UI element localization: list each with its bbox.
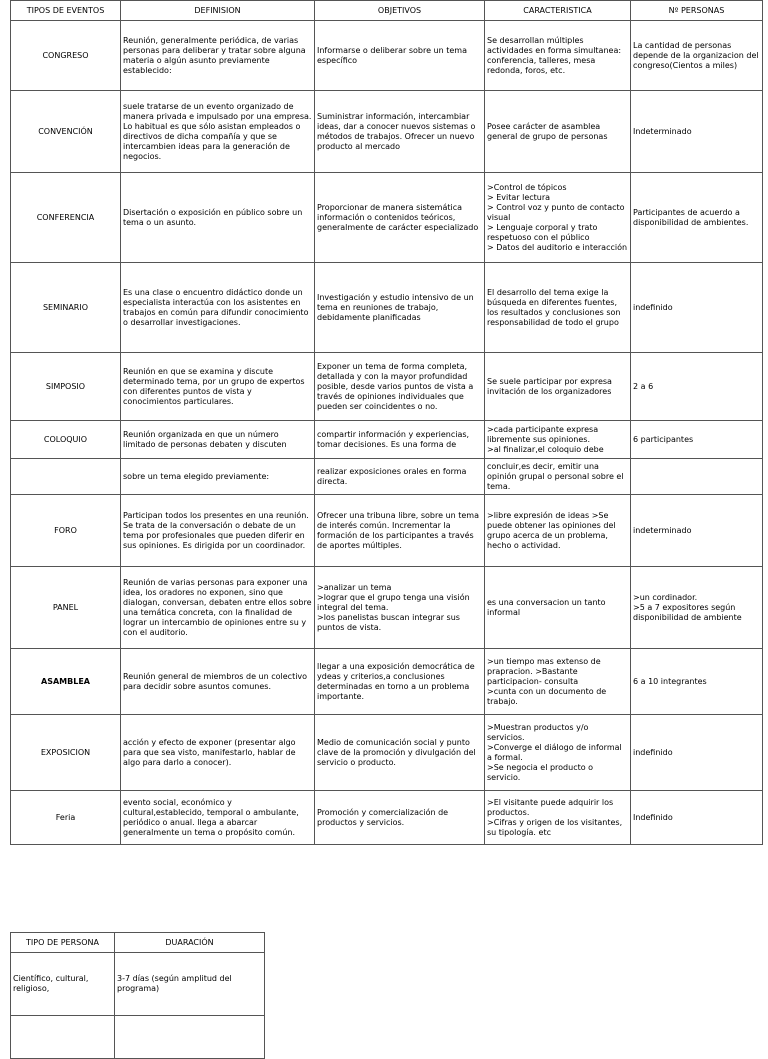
- cell-caracteristica: Posee carácter de asamblea general de grupo de personas: [485, 91, 631, 173]
- header-duracion: DUARACIÓN: [115, 933, 265, 953]
- cell-caracteristica: Se desarrollan múltiples actividades en forma simultanea: conferencia, talleres, mesa redonda, foros, etc.: [485, 21, 631, 91]
- cell-tipo: CONVENCIÓN: [11, 91, 121, 173]
- cell-caracteristica: >Muestran productos y/o servicios. >Converge el diálogo de informal a formal. >Se negocia el producto o servicio.: [485, 715, 631, 791]
- cell-definicion: Participan todos los presentes en una reunión. Se trata de la conversación o debate de un tema por profesionales que pueden diferir en sus opiniones. Es dirigida por un coordinador.: [121, 495, 315, 567]
- table-row: [11, 495, 763, 567]
- cell-tipo: SIMPOSIO: [11, 353, 121, 421]
- cell-caracteristica: >Control de tópicos > Evitar lectura > Control voz y punto de contacto visual > Lenguaje corporal y trato respetuoso con el público > Datos del auditorio e interacción: [485, 173, 631, 263]
- cell-definicion: Reunión de varias personas para exponer una idea, los oradores no exponen, sino que dialogan, conversan, debaten entre ellos sobre una temática concreta, con la finalidad de lograr un intercambio de opiniones entre su y con el auditorio.: [121, 567, 315, 649]
- table-row: [11, 1016, 265, 1059]
- cell-personas: indefinido: [631, 263, 763, 353]
- cell-personas: 6 a 10 integrantes: [631, 649, 763, 715]
- cell-tipo: SEMINARIO: [11, 263, 121, 353]
- cell-objetivos: Suministrar información, intercambiar ideas, dar a conocer nuevos sistemas o métodos de trabajos. Ofrecer un nuevo producto al mercado: [315, 91, 485, 173]
- cell-tipo: CONGRESO: [11, 21, 121, 91]
- header-objetivos: OBJETIVOS: [315, 1, 485, 21]
- cell-objetivos: Proporcionar de manera sistemática información o contenidos teóricos, generalmente de carácter especializado: [315, 173, 485, 263]
- cell-personas: 2 a 6: [631, 353, 763, 421]
- cell-objetivos: Promoción y comercialización de productos y servicios.: [315, 791, 485, 845]
- cell-personas: Participantes de acuerdo a disponibilidad de ambientes.: [631, 173, 763, 263]
- header-tipo-persona: TIPO DE PERSONA: [11, 933, 115, 953]
- cell-tipo: [11, 459, 121, 495]
- table-row: [11, 715, 763, 791]
- cell-caracteristica: concluir,es decir, emitir una opinión grupal o personal sobre el tema.: [485, 459, 631, 495]
- cell-definicion: Disertación o exposición en público sobre un tema o un asunto.: [121, 173, 315, 263]
- cell-tipo-persona: [11, 1016, 115, 1059]
- cell-personas: >un cordinador. >5 a 7 expositores según disponibilidad de ambiente: [631, 567, 763, 649]
- cell-tipo: PANEL: [11, 567, 121, 649]
- cell-definicion: Reunión, generalmente periódica, de varias personas para deliberar y tratar sobre alguna materia o algún asunto previamente establecido:: [121, 21, 315, 91]
- cell-caracteristica: Se suele participar por expresa invitación de los organizadores: [485, 353, 631, 421]
- table-row: [11, 353, 763, 421]
- cell-personas: Indeterminado: [631, 91, 763, 173]
- duration-table: [10, 932, 265, 1059]
- cell-personas: [631, 459, 763, 495]
- events-table: [10, 0, 763, 845]
- cell-definicion: suele tratarse de un evento organizado de manera privada e impulsado por una empresa. Lo habitual es que sólo asistan empleados o directivos de dicha compañía y que se intercambien ideas para la generación de negocios.: [121, 91, 315, 173]
- cell-duracion: 3-7 días (según amplitud del programa): [115, 953, 265, 1016]
- cell-caracteristica: es una conversacion un tanto informal: [485, 567, 631, 649]
- cell-personas: 6 participantes: [631, 421, 763, 459]
- table-row: [11, 21, 763, 91]
- cell-objetivos: Investigación y estudio intensivo de un tema en reuniones de trabajo, debidamente planificadas: [315, 263, 485, 353]
- cell-objetivos: realizar exposiciones orales en forma directa.: [315, 459, 485, 495]
- cell-definicion: acción y efecto de exponer (presentar algo para que sea visto, manifestarlo, hablar de algo para darlo a conocer).: [121, 715, 315, 791]
- cell-definicion: Es una clase o encuentro didáctico donde un especialista interactúa con los asistentes en trabajos en común para difundir conocimiento o desarrollar investigaciones.: [121, 263, 315, 353]
- cell-definicion: Reunión organizada en que un número limitado de personas debaten y discuten: [121, 421, 315, 459]
- header-definicion: DEFINISION: [121, 1, 315, 21]
- table-row: [11, 459, 763, 495]
- cell-tipo: FORO: [11, 495, 121, 567]
- cell-caracteristica: >cada participante expresa libremente sus opiniones. >al finalizar,el coloquio debe: [485, 421, 631, 459]
- cell-caracteristica: El desarrollo del tema exige la búsqueda en diferentes fuentes, los resultados y conclusiones son responsabilidad de todo el grupo: [485, 263, 631, 353]
- cell-caracteristica: >El visitante puede adquirir los productos. >Cifras y origen de los visitantes, su tipología. etc: [485, 791, 631, 845]
- table-row: [11, 791, 763, 845]
- cell-tipo: CONFERENCIA: [11, 173, 121, 263]
- cell-caracteristica: >libre expresión de ideas >Se puede obtener las opiniones del grupo acerca de un problema, hecho o actividad.: [485, 495, 631, 567]
- cell-personas: La cantidad de personas depende de la organizacion del congreso(Cientos a miles): [631, 21, 763, 91]
- header-caracteristica: CARACTERISTICA: [485, 1, 631, 21]
- cell-objetivos: compartir información y experiencias, tomar decisiones. Es una forma de: [315, 421, 485, 459]
- cell-objetivos: llegar a una exposición democrática de ydeas y criterios,a conclusiones determinadas en torno a un problema importante.: [315, 649, 485, 715]
- cell-definicion: sobre un tema elegido previamente:: [121, 459, 315, 495]
- cell-definicion: Reunión general de miembros de un colectivo para decidir sobre asuntos comunes.: [121, 649, 315, 715]
- cell-duracion: [115, 1016, 265, 1059]
- cell-objetivos: >analizar un tema >lograr que el grupo tenga una visión integral del tema. >los panelistas buscan integrar sus puntos de vista.: [315, 567, 485, 649]
- header-personas: Nº PERSONAS: [631, 1, 763, 21]
- cell-definicion: Reunión en que se examina y discute determinado tema, por un grupo de expertos con diferentes puntos de vista y conocimientos particulares.: [121, 353, 315, 421]
- table-row: [11, 421, 763, 459]
- table-row: [11, 91, 763, 173]
- cell-objetivos: Exponer un tema de forma completa, detallada y con la mayor profundidad posible, desde varios puntos de vista a través de opiniones individuales que pueden ser coincidentes o no.: [315, 353, 485, 421]
- cell-personas: indefinido: [631, 715, 763, 791]
- cell-objetivos: Ofrecer una tribuna libre, sobre un tema de interés común. Incrementar la formación de los participantes a través de aportes múltiples.: [315, 495, 485, 567]
- table-row: [11, 567, 763, 649]
- header-row: [11, 933, 265, 953]
- cell-objetivos: Medio de comunicación social y punto clave de la promoción y divulgación del servicio o producto.: [315, 715, 485, 791]
- table-row: [11, 649, 763, 715]
- cell-caracteristica: >un tiempo mas extenso de prapracion. >Bastante participacion- consulta >cunta con un documento de trabajo.: [485, 649, 631, 715]
- cell-tipo: COLOQUIO: [11, 421, 121, 459]
- table-row: [11, 173, 763, 263]
- header-row: [11, 1, 763, 21]
- cell-definicion: evento social, económico y cultural,establecido, temporal o ambulante, periódico o anual. llega a abarcar generalmente un tema o propósito común.: [121, 791, 315, 845]
- header-tipos: TIPOS DE EVENTOS: [11, 1, 121, 21]
- table-row: [11, 263, 763, 353]
- cell-objetivos: Informarse o deliberar sobre un tema específico: [315, 21, 485, 91]
- cell-personas: indeterminado: [631, 495, 763, 567]
- cell-tipo: Feria: [11, 791, 121, 845]
- cell-tipo: ASAMBLEA: [11, 649, 121, 715]
- cell-personas: Indefinido: [631, 791, 763, 845]
- cell-tipo: EXPOSICION: [11, 715, 121, 791]
- table-row: [11, 953, 265, 1016]
- cell-tipo-persona: Científico, cultural, religioso,: [11, 953, 115, 1016]
